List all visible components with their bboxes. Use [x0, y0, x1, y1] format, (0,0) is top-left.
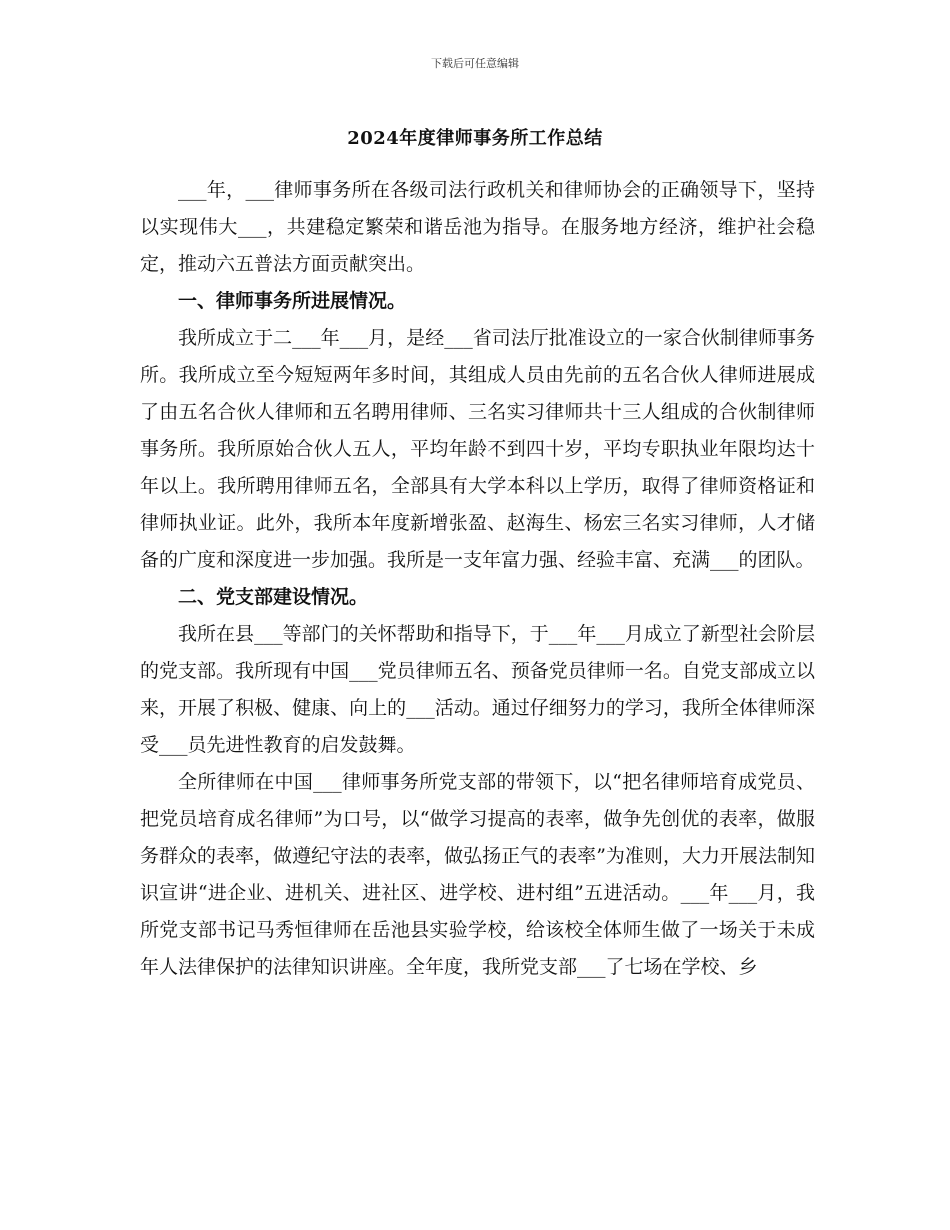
paragraph-activities: 全所律师在中国___律师事务所党支部的带领下，以“把名律师培育成党员、把党员培育成名律师”为口号，以“做学习提高的表率，做争先创优的表率，做服务群众的表率，做遵纪守法的表率，做弘扬正气的表率”为准则，大力开展法制知识宣讲“进企业、进机关、进社区、进学校、进村组”五进活动。___年___月，我所党支部书记马秀恒律师在岳池县实验学校，给该校全体师生做了一场关于未成年人法律保护的法律知识讲座。全年度，我所党支部___了七场在学校、乡	[140, 771, 815, 978]
paragraph-party-branch: 我所在县___等部门的关怀帮助和指导下，于___年___月成立了新型社会阶层的党支部。我所现有中国___党员律师五名、预备党员律师一名。自党支部成立以来，开展了积极、健康、向上的___活动。通过仔细努力的学习，我所全体律师深受___员先进性教育的启发鼓舞。	[140, 623, 815, 756]
header-note: 下载后可任意编辑	[431, 57, 519, 70]
document-body	[140, 172, 815, 986]
document-title: 2024年度律师事务所工作总结	[347, 128, 603, 149]
paragraph-firm-development: 我所成立于二___年___月，是经___省司法厅批准设立的一家合伙制律师事务所。我所成立至今短短两年多时间，其组成人员由先前的五名合伙人律师进展成了由五名合伙人律师和五名聘用律师、三名实习律师共十三人组成的合伙制律师事务所。我所原始合伙人五人，平均年龄不到四十岁，平均专职执业年限均达十年以上。我所聘用律师五名，全部具有大学本科以上学历，取得了律师资格证和律师执业证。此外，我所本年度新增张盈、赵海生、杨宏三名实习律师，人才储备的广度和深度进一步加强。我所是一支年富力强、经验丰富、充满___的团队。	[140, 327, 815, 571]
section-heading-1: 一、律师事务所进展情况。	[178, 290, 407, 312]
paragraph-intro: ___年，___律师事务所在各级司法行政机关和律师协会的正确领导下，坚持以实现伟大___，共建稳定繁荣和谐岳池为指导。在服务地方经济，维护社会稳定，推动六五普法方面贡献突出。	[140, 179, 815, 275]
section-heading-2: 二、党支部建设情况。	[178, 586, 369, 608]
